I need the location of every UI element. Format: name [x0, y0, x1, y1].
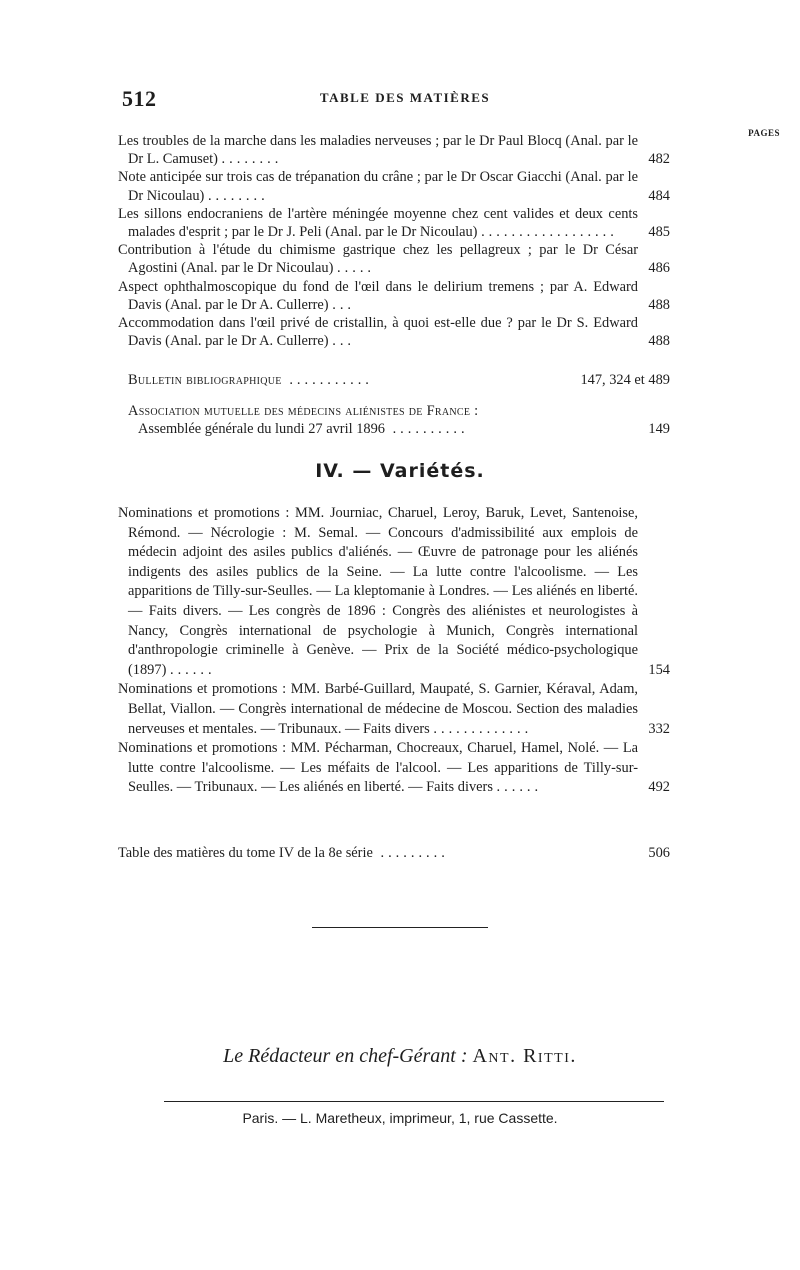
dot-leader: ..........	[384, 421, 469, 438]
toc-entry	[118, 278, 670, 314]
entry-page: 332	[648, 720, 670, 737]
entry-text: Aspect ophthalmoscopique du fond de l'œil dans le delirium tremens ; par A. Edward Davis (Anal. par le Dr A. Cullerre)	[118, 278, 638, 313]
bulletin-pages: 147, 324 et 489	[580, 372, 670, 388]
signature-name: Ant. Ritti.	[472, 1045, 577, 1067]
toc-entry	[118, 739, 670, 798]
dot-leader: ...........	[281, 372, 373, 388]
editor-signature	[0, 1045, 800, 1068]
entry-text: Nominations et promotions : MM. Barbé-Guillard, Maupaté, S. Garnier, Kéraval, Adam, Bellat, Viallon. — Congrès international de médecine de Moscou. Section des maladies nerveuses et mentales. — Tribunaux. — Faits divers	[118, 681, 638, 737]
entry-text: Les troubles de la marche dans les maladies nerveuses ; par le Dr Paul Blocq (Anal. par le Dr L. Camuset)	[118, 133, 638, 168]
dot-leader: ........	[207, 187, 269, 204]
toc-entry	[118, 168, 670, 204]
entry-page: 484	[648, 187, 670, 204]
entry-text: Accommodation dans l'œil privé de cristallin, à quoi est-elle due ? par le Dr S. Edward Davis (Anal. par le Dr A. Cullerre)	[118, 315, 638, 350]
dot-leader: ......	[496, 779, 543, 796]
toc-entry	[118, 314, 670, 350]
association-label: Association mutuelle des médecins aliénistes de France :	[128, 403, 479, 419]
entry-text: Contribution à l'étude du chimisme gastrique chez les pellagreux ; par le Dr César Agostini (Anal. par le Dr Nicoulau)	[118, 242, 638, 277]
entry-text: Note anticipée sur trois cas de trépanation du crâne ; par le Dr Oscar Giacchi (Anal. par le Dr Nicoulau)	[118, 169, 638, 204]
toc-entry	[118, 680, 670, 739]
footer-rule	[164, 1101, 664, 1102]
entry-page: 488	[648, 296, 670, 313]
table-page: 506	[648, 845, 670, 861]
association-text: Assemblée générale du lundi 27 avril 1896	[138, 421, 385, 438]
running-head	[122, 86, 688, 114]
toc-entry	[118, 205, 670, 241]
entry-page: 482	[648, 151, 670, 168]
toc-entry	[118, 241, 670, 277]
section-heading: IV. — Variétés.	[315, 460, 485, 482]
entry-page: 154	[648, 661, 670, 678]
page-number: 512	[122, 86, 157, 111]
entry-page: 486	[648, 260, 670, 277]
entry-page: 485	[648, 224, 670, 241]
bulletin-label: Bulletin bibliographique	[128, 372, 282, 388]
association-entry	[128, 402, 670, 439]
entry-page: 488	[648, 333, 670, 350]
dot-leader: ..................	[481, 224, 618, 241]
entry-page: 492	[648, 779, 670, 796]
dot-leader: ........	[221, 151, 283, 168]
entry-text: Nominations et promotions : MM. Journiac, Charuel, Leroy, Baruk, Levet, Santenoise, Rémond. — Nécrologie : M. Semal. — Concours d'admissibilité aux emplois de médecin adjoint des asiles publics d'aliénés. — Œuvre de patronage pour les aliénés indigents des asiles publics de la Seine. — La lutte contre l'alcoolisme. — Les apparitions de Tilly-sur-Seulles. — La kleptomanie à Londres. — Les aliénés en liberté. — Faits divers. — Les congrès de 1896 : Congrès des aliénistes et neurologistes à Nancy, Congrès international de psychologie à Munich, Congrès international d'anthropologie criminelle à Genève. — Prix de la Société médico-psychologique (1897)	[118, 505, 638, 678]
bulletin-entry	[128, 372, 670, 389]
dot-leader: .........	[372, 845, 449, 861]
dot-leader: ...	[332, 333, 356, 350]
dot-leader: ...	[332, 296, 356, 313]
entries-top	[118, 132, 670, 350]
toc-entry	[118, 504, 670, 680]
dot-leader: ......	[169, 661, 216, 678]
divider-rule	[312, 927, 488, 928]
dot-leader: .............	[433, 720, 533, 737]
toc-entry	[118, 132, 670, 168]
entry-text: Les sillons endocraniens de l'artère méningée moyenne chez cent valides et deux cents malades d'esprit ; par le Dr J. Peli (Anal. par le Dr Nicoulau)	[118, 205, 638, 241]
entry-text: Nominations et promotions : MM. Pécharman, Chocreaux, Charuel, Hamel, Nolé. — La lutte contre l'alcoolisme. — Les méfaits de l'alcool. — Les apparitions de Tilly-sur-Seulles. — Tribunaux. — Les aliénés en liberté. — Faits divers	[118, 740, 638, 796]
dot-leader: .....	[337, 260, 376, 277]
signature-role: Le Rédacteur en chef-Gérant :	[223, 1045, 468, 1067]
association-page: 149	[648, 421, 670, 438]
varietes-entries	[118, 504, 670, 798]
table-text: Table des matières du tome IV de la 8e série	[118, 845, 373, 861]
printer-imprint: Paris. — L. Maretheux, imprimeur, 1, rue Cassette.	[242, 1110, 558, 1126]
pages-column-label: PAGES	[748, 128, 780, 138]
running-title: TABLE DES MATIÈRES	[319, 90, 491, 105]
table-entry	[118, 845, 670, 862]
